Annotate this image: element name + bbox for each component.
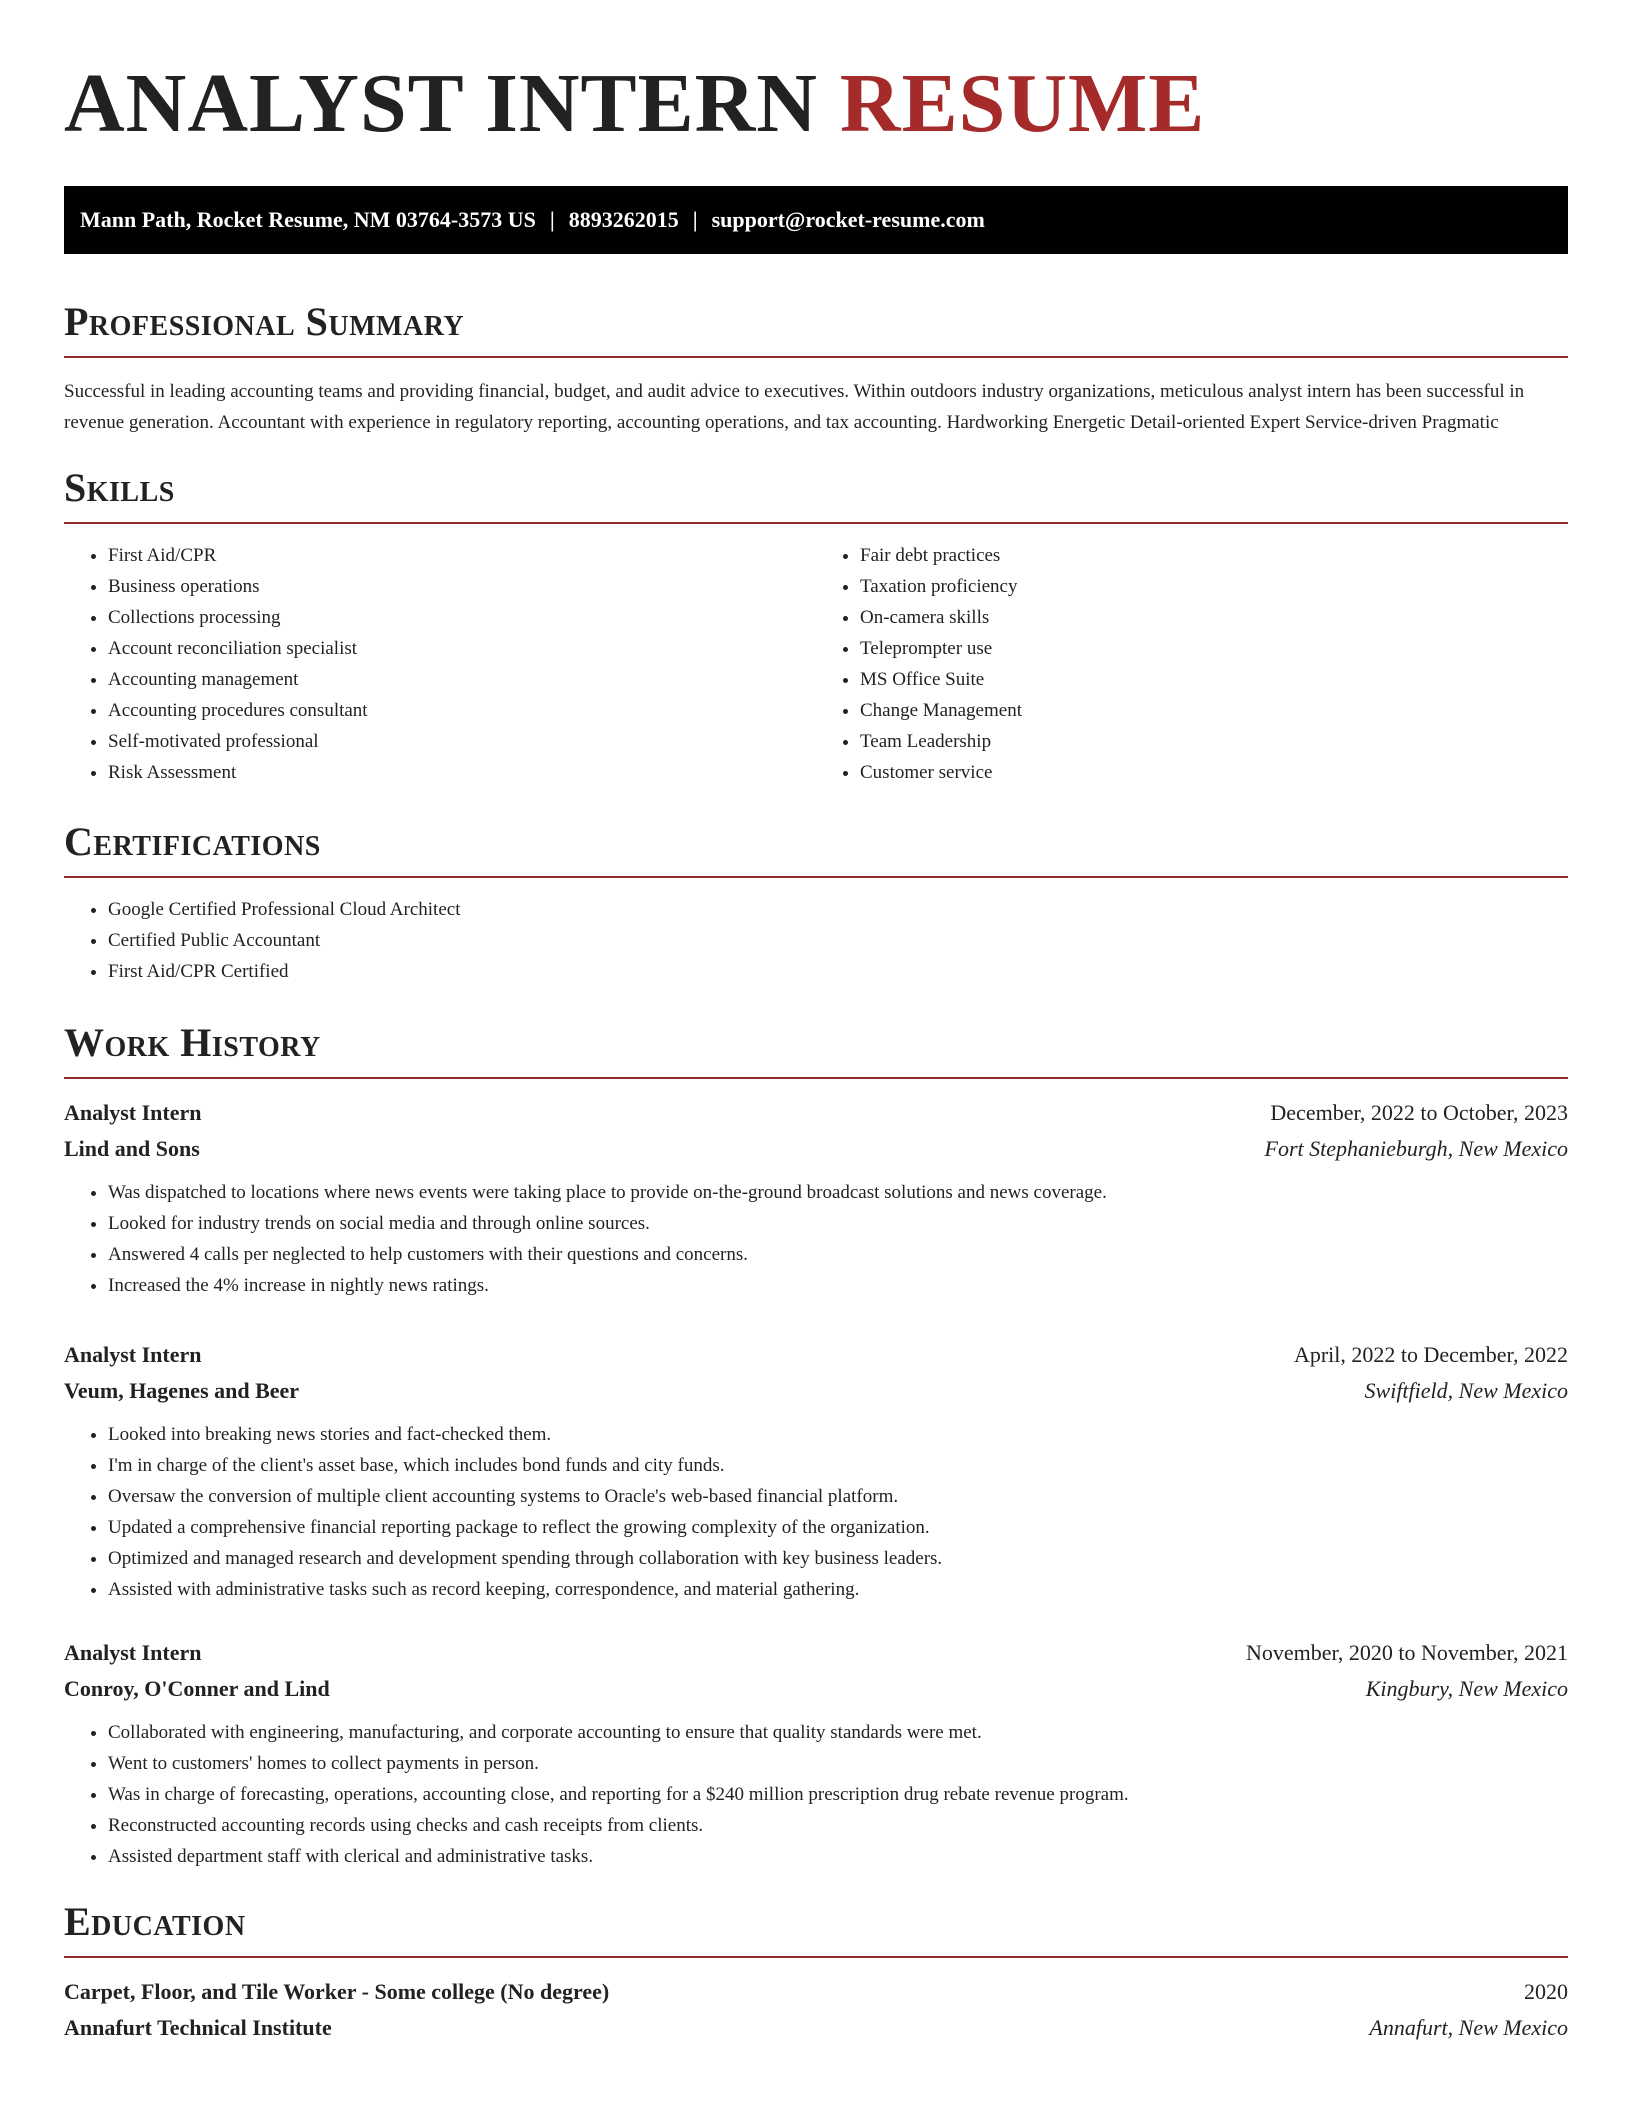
section-divider [64,1956,1568,1958]
job-bullet: • Looked for industry trends on social media and through online sources. [108,1208,1568,1239]
job-bullet: • Assisted with administrative tasks such as record keeping, correspondence, and material gathering. [108,1574,1568,1605]
job-bullets [64,1717,1568,1872]
section-divider [64,522,1568,524]
job-title: Analyst Intern [64,1100,202,1125]
summary-text: Successful in leading accounting teams and providing financial, budget, and audit advice to executives. Within outdoors industry organizations, meticulous analyst intern has been successful in revenue generation. Accountant with experience in regulatory reporting, accounting operations, and tax accounting. Hardworking Energetic Detail-oriented Expert Service-driven Pragmatic [64,381,1525,433]
job-bullet: • Reconstructed accounting records using checks and cash receipts from clients. [108,1810,1568,1841]
job-bullet: • Optimized and managed research and development spending through collaboration with key business leaders. [108,1543,1568,1574]
contact-separator: | [549,207,555,232]
certifications-section [64,818,1568,987]
skill-item: • Fair debt practices [860,540,1568,571]
education-degree: Carpet, Floor, and Tile Worker - Some college (No degree) [64,1979,610,2004]
education-location: Annafurt, New Mexico [1369,2015,1568,2040]
job-entry [64,1635,1568,1872]
skill-item: • Account reconciliation specialist [108,633,816,664]
resume-title [64,56,1568,152]
education-section [64,1898,1568,2046]
section-divider [64,1077,1568,1079]
job-bullet: • Looked into breaking news stories and fact-checked them. [108,1419,1568,1450]
job-dates: April, 2022 to December, 2022 [1293,1342,1568,1367]
education-school: Annafurt Technical Institute [64,2015,332,2040]
certifications-heading: Certifications [64,819,321,864]
job-location: Fort Stephanieburgh, New Mexico [1264,1136,1568,1161]
skill-item: • Collections processing [108,602,816,633]
skills-section [64,464,1568,788]
summary-heading: Professional Summary [64,299,465,344]
job-bullet: • Increased the 4% increase in nightly news ratings. [108,1270,1568,1301]
skill-item: • Taxation proficiency [860,571,1568,602]
job-title: Analyst Intern [64,1342,202,1367]
skill-item: • On-camera skills [860,602,1568,633]
job-bullet: • Was dispatched to locations where news events were taking place to provide on-the-ground broadcast solutions and news coverage. [108,1177,1568,1208]
job-entry [64,1337,1568,1605]
summary-section [64,298,1568,438]
skill-item: • MS Office Suite [860,664,1568,695]
job-company: Lind and Sons [64,1136,200,1161]
work-history-heading: Work History [64,1020,321,1065]
contact-address: Mann Path, Rocket Resume, NM 03764-3573 US [80,207,536,232]
education-year: 2020 [1524,1979,1568,2004]
job-bullet: • Answered 4 calls per neglected to help customers with their questions and concerns. [108,1239,1568,1270]
skill-item: • First Aid/CPR [108,540,816,571]
skills-list-right [816,540,1568,788]
job-bullet: • Collaborated with engineering, manufacturing, and corporate accounting to ensure that quality standards were met. [108,1717,1568,1748]
title-main: ANALYST INTERN [64,57,818,150]
certification-item: • First Aid/CPR Certified [108,956,1568,987]
job-bullets [64,1177,1568,1301]
skill-item: • Change Management [860,695,1568,726]
job-bullets [64,1419,1568,1605]
job-bullet: • Was in charge of forecasting, operations, accounting close, and reporting for a $240 million prescription drug rebate revenue program. [108,1779,1568,1810]
education-heading: Education [64,1899,246,1944]
job-dates: December, 2022 to October, 2023 [1270,1100,1568,1125]
job-company: Conroy, O'Conner and Lind [64,1676,330,1701]
skill-item: • Teleprompter use [860,633,1568,664]
contact-bar [64,186,1568,254]
skills-list-left [64,540,816,788]
job-dates: November, 2020 to November, 2021 [1245,1640,1568,1665]
skill-item: • Accounting procedures consultant [108,695,816,726]
job-company: Veum, Hagenes and Beer [64,1378,300,1403]
certification-item: • Certified Public Accountant [108,925,1568,956]
contact-email: support@rocket-resume.com [711,207,985,232]
skill-item: • Business operations [108,571,816,602]
skill-item: • Self-motivated professional [108,726,816,757]
job-bullet: • Updated a comprehensive financial reporting package to reflect the growing complexity of the organization. [108,1512,1568,1543]
contact-phone: 8893262015 [568,207,679,232]
education-entry [64,1974,1568,2046]
skill-item: • Customer service [860,757,1568,788]
section-divider [64,876,1568,878]
certifications-list [64,894,1568,987]
section-divider [64,356,1568,358]
contact-separator: | [692,207,698,232]
work-history-section [64,1019,1568,1872]
job-bullet: • Oversaw the conversion of multiple client accounting systems to Oracle's web-based financial platform. [108,1481,1568,1512]
skills-grid [64,540,1568,788]
job-title: Analyst Intern [64,1640,202,1665]
job-bullet: • Assisted department staff with clerical and administrative tasks. [108,1841,1568,1872]
skill-item: • Team Leadership [860,726,1568,757]
certification-item: • Google Certified Professional Cloud Architect [108,894,1568,925]
title-accent: RESUME [839,57,1206,150]
skills-heading: Skills [64,465,175,510]
skill-item: • Accounting management [108,664,816,695]
job-bullet: • I'm in charge of the client's asset base, which includes bond funds and city funds. [108,1450,1568,1481]
job-bullet: • Went to customers' homes to collect payments in person. [108,1748,1568,1779]
job-location: Kingbury, New Mexico [1365,1676,1568,1701]
job-location: Swiftfield, New Mexico [1364,1378,1568,1403]
skill-item: • Risk Assessment [108,757,816,788]
job-entry [64,1095,1568,1301]
